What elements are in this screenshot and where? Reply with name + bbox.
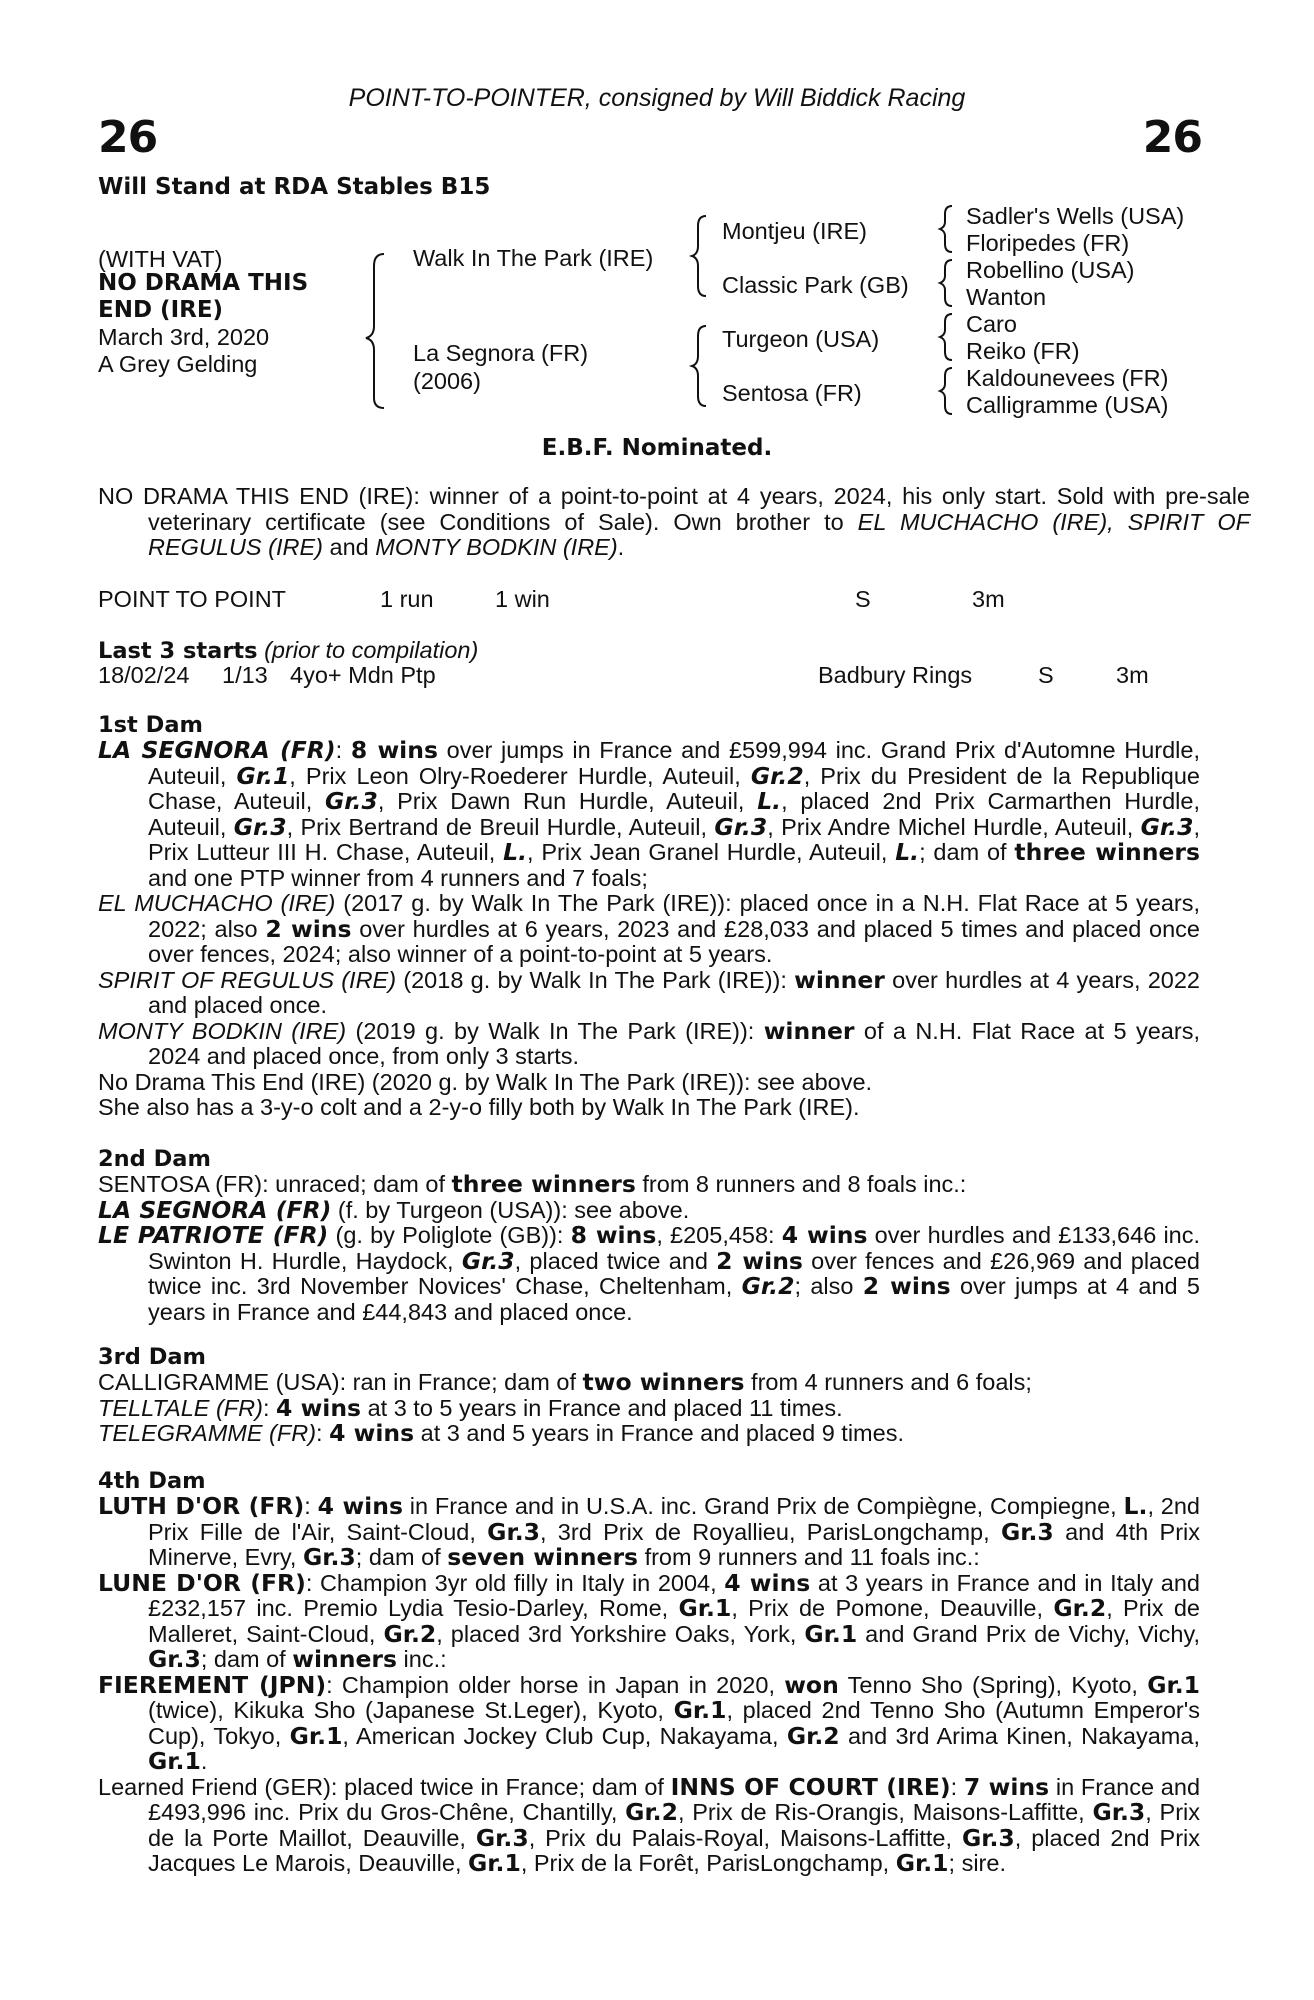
first-dam-section <box>98 712 1200 1121</box>
p2p-going: S <box>855 586 871 612</box>
fourth-dam-section <box>98 1468 1200 1877</box>
sire-sire: Montjeu (IRE) <box>722 218 867 244</box>
second-dam-section <box>98 1146 1200 1325</box>
last-starts-heading: Last 3 starts (prior to compilation) <box>98 637 479 664</box>
third-dam-progeny-telltale: TELLTALE (FR): 4 wins at 3 to 5 years in France and placed 11 times. <box>98 1393 843 1422</box>
horse-name-line2: END (IRE) <box>98 297 224 323</box>
third-dam-section <box>98 1344 1200 1447</box>
great-grandsire-3: Caro <box>966 311 1017 337</box>
horse-description: A Grey Gelding <box>98 351 258 377</box>
sire-dam: Classic Park (GB) <box>722 272 909 298</box>
p2p-runs: 1 run <box>380 586 434 612</box>
p2p-label: POINT TO POINT <box>98 586 287 612</box>
start-course: Badbury Rings <box>818 662 973 688</box>
third-dam-record: CALLIGRAMME (USA): ran in France; dam of two winners from 4 runners and 6 foals; <box>98 1368 1032 1396</box>
dam-sire: Turgeon (USA) <box>722 326 880 352</box>
start-distance: 3m <box>1116 662 1149 688</box>
dam-dam: Sentosa (FR) <box>722 380 862 406</box>
great-grandsire-4: Kaldounevees (FR) <box>966 365 1169 391</box>
second-dam-record: SENTOSA (FR): unraced; dam of three winners from 8 runners and 8 foals inc.: <box>98 1170 967 1198</box>
dam-foaled-year: (2006) <box>413 368 481 394</box>
foaling-date: March 3rd, 2020 <box>98 324 270 350</box>
progeny-el-muchacho: EL MUCHACHO (IRE) (2017 g. by Walk In The Park (IRE)): placed once in a N.H. Flat Race at 5 years, 2022; also 2 wins over hurdles at 6 years, 2023 and £28,033 and placed 5 times and placed once over fences, 2024; also winner of a point-to-point at 5 years. <box>98 890 1201 967</box>
horse-summary: NO DRAMA THIS END (IRE): winner of a point-to-point at 4 years, 2024, his only start. Sold with pre-sale veterinary certificate (see Conditions of Sale). Own brother to EL MUCHACHO (IRE), SPIRIT OF REGULUS (IRE) and MONTY BODKIN (IRE). <box>98 483 1251 560</box>
grand-progeny-learned-friend: Learned Friend (GER): placed twice in France; dam of INNS OF COURT (IRE): 7 wins in France and £493,996 inc. Prix du Gros-Chêne, Chantilly, Gr.2, Prix de Ris-Orangis, Maisons-Laffitte, Gr.3, Prix de la Porte Maillot, Deauville, Gr.3, Prix du Palais-Royal, Maisons-Laffitte, Gr.3, placed 2nd Prix Jacques Le Marois, Deauville, Gr.1, Prix de la Forêt, ParisLongchamp, Gr.1; sire. <box>98 1772 1201 1877</box>
great-granddam-1: Floripedes (FR) <box>966 230 1130 256</box>
great-grandsire-1: Sadler's Wells (USA) <box>966 203 1185 229</box>
consignment-line: POINT-TO-POINTER, consigned by Will Biddick Racing <box>348 84 966 112</box>
third-dam-progeny-telegramme: TELEGRAMME (FR): 4 wins at 3 and 5 years in France and placed 9 times. <box>98 1419 904 1447</box>
vat-note: (WITH VAT) <box>98 246 223 272</box>
sire-name: Walk In The Park (IRE) <box>413 245 654 271</box>
lot-number-left: 26 <box>98 112 158 163</box>
second-dam-progeny-le-patriote: LE PATRIOTE (FR) (g. by Poliglote (GB)): 8 wins, £205,458: 4 wins over hurdles and £133,646 inc. Swinton H. Hurdle, Haydock, Gr.3, placed twice and 2 wins over fences and £26,969 and placed twice inc. 3rd November Novices' Chase, Cheltenham, Gr.2; also 2 wins over jumps at 4 and 5 years in France and £44,843 and placed once. <box>98 1221 1201 1325</box>
p2p-distance: 3m <box>972 586 1005 612</box>
ebf-nomination: E.B.F. Nominated. <box>541 435 773 461</box>
progeny-no-drama-this-end: No Drama This End (IRE) (2020 g. by Walk In The Park (IRE)): see above. <box>98 1068 873 1095</box>
first-dam-heading: 1st Dam <box>98 712 203 738</box>
start-going: S <box>1038 662 1054 688</box>
second-dam-heading: 2nd Dam <box>98 1146 211 1172</box>
fourth-dam-heading: 4th Dam <box>98 1468 206 1494</box>
first-dam-record: LA SEGNORA (FR): 8 wins over jumps in France and £599,994 inc. Grand Prix d'Automne Hurdle, Auteuil, Gr.1, Prix Leon Olry-Roederer Hurdle, Auteuil, Gr.2, Prix du President de la Republique Chase, Auteuil, Gr.3, Prix Dawn Run Hurdle, Auteuil, L., placed 2nd Prix Carmarthen Hurdle, Auteuil, Gr.3, Prix Bertrand de Breuil Hurdle, Auteuil, Gr.3, Prix Andre Michel Hurdle, Auteuil, Gr.3, Prix Lutteur III H. Chase, Auteuil, L., Prix Jean Granel Hurdle, Auteuil, L.; dam of three winners and one PTP winner from 4 runners and 7 foals; <box>98 736 1201 891</box>
stand-location: Will Stand at RDA Stables B15 <box>98 174 491 200</box>
horse-name-line1: NO DRAMA THIS <box>98 270 309 296</box>
start-position: 1/13 <box>222 662 268 688</box>
progeny-spirit-of-regulus: SPIRIT OF REGULUS (IRE) (2018 g. by Walk In The Park (IRE)): winner over hurdles at 4 years, 2022 and placed once. <box>98 965 1200 1018</box>
third-dam-heading: 3rd Dam <box>98 1344 206 1370</box>
p2p-wins: 1 win <box>495 586 550 612</box>
great-granddam-3: Reiko (FR) <box>966 338 1080 364</box>
second-dam-progeny-la-segnora: LA SEGNORA (FR) (f. by Turgeon (USA)): see above. <box>98 1195 690 1224</box>
great-granddam-4: Calligramme (USA) <box>966 392 1169 418</box>
progeny-monty-bodkin: MONTY BODKIN (IRE) (2019 g. by Walk In The Park (IRE)): winner of a N.H. Flat Race at 5 years, 2024 and placed once, from only 3 starts. <box>98 1016 1200 1069</box>
great-granddam-2: Wanton <box>966 284 1047 310</box>
start-date: 18/02/24 <box>98 662 190 688</box>
lot-number-right: 26 <box>1142 112 1202 163</box>
fourth-dam-record: LUTH D'OR (FR): 4 wins in France and in U.S.A. inc. Grand Prix de Compiègne, Compiegne, L., 2nd Prix Fille de l'Air, Saint-Cloud, Gr.3, 3rd Prix de Royallieu, ParisLongchamp, Gr.3 and 4th Prix Minerve, Evry, Gr.3; dam of seven winners from 9 runners and 11 foals inc.: <box>98 1492 1201 1571</box>
start-race: 4yo+ Mdn Ptp <box>290 662 436 688</box>
dam-younger-foals: She also has a 3-y-o colt and a 2-y-o filly both by Walk In The Park (IRE). <box>98 1094 860 1120</box>
great-grandsire-2: Robellino (USA) <box>966 257 1135 283</box>
grand-progeny-fierement: FIEREMENT (JPN): Champion older horse in Japan in 2020, won Tenno Sho (Spring), Kyoto, Gr.1 (twice), Kikuka Sho (Japanese St.Leger), Kyoto, Gr.1, placed 2nd Tenno Sho (Autumn Emperor's Cup), Tokyo, Gr.1, American Jockey Club Cup, Nakayama, Gr.2 and 3rd Arima Kinen, Nakayama, Gr.1. <box>98 1670 1200 1775</box>
dam-name: La Segnora (FR) <box>413 340 589 366</box>
fourth-dam-progeny-lune-dor: LUNE D'OR (FR): Champion 3yr old filly in Italy in 2004, 4 wins at 3 years in France and in Italy and £232,157 inc. Premio Lydia Tesio-Darley, Rome, Gr.1, Prix de Pomone, Deauville, Gr.2, Prix de Malleret, Saint-Cloud, Gr.2, placed 3rd Yorkshire Oaks, York, Gr.1 and Grand Prix de Vichy, Vichy, Gr.3; dam of winners inc.: <box>98 1568 1200 1673</box>
